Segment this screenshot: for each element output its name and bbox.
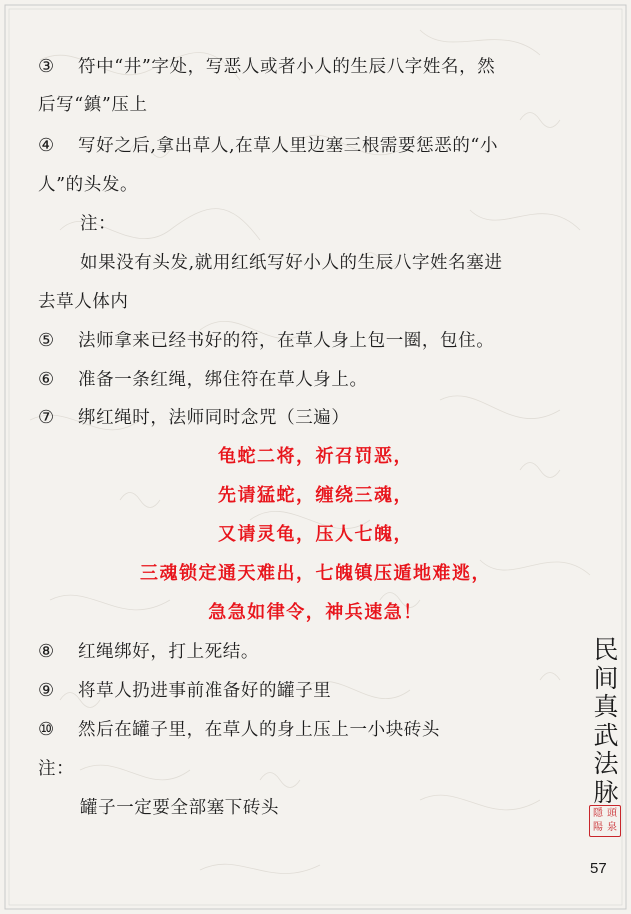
step-7 (38, 406, 350, 430)
step-3-line-1 (38, 55, 495, 79)
note-2-label: 注： (38, 759, 75, 779)
step-6-text: 准备一条红绳，绑住符在草人身上。 (78, 370, 368, 390)
step-4-line-2: 人”的头发。 (38, 175, 139, 195)
step-8-number: ⑧ (38, 641, 55, 662)
step-10-number: ⑩ (38, 719, 55, 740)
seal-stamp (589, 805, 621, 837)
step-4-text: 写好之后,拿出草人,在草人里边塞三根需要惩恶的“小 (78, 136, 499, 156)
page-number: 57 (590, 860, 607, 877)
step-9 (38, 679, 331, 703)
step-7-number: ⑦ (38, 407, 55, 428)
step-10 (38, 718, 440, 742)
brand-char-4: 武 (593, 720, 619, 750)
note-1-line-1: 如果没有头发,就用红纸写好小人的生辰八字姓名塞进 (80, 253, 503, 273)
step-3-line-2: 后写“鎮”压上 (38, 95, 148, 115)
step-6-number: ⑥ (38, 369, 55, 390)
note-1-label: 注： (80, 214, 117, 234)
step-9-text: 将草人扔进事前准备好的罐子里 (78, 681, 332, 701)
mantra-line-4: 三魂锁定通天难出，七魄镇压遁地难逃， (140, 563, 491, 584)
step-4-line-1 (38, 134, 498, 158)
mantra-line-3: 又请灵龟，压人七魄， (218, 524, 413, 545)
brand-char-2: 间 (593, 663, 619, 693)
brand-char-5: 法 (593, 749, 619, 778)
seal-char-1: 隱 (593, 808, 603, 819)
note-2-text: 罐子一定要全部塞下砖头 (80, 798, 280, 818)
brand-char-6: 脉 (593, 777, 619, 807)
step-10-text: 然后在罐子里，在草人的身上压上一小块砖头 (78, 720, 440, 740)
brand-vertical-title (588, 636, 624, 807)
mantra-line-2: 先请猛蛇，缠绕三魂， (218, 485, 413, 506)
step-9-number: ⑨ (38, 680, 55, 701)
brand-char-3: 真 (593, 692, 619, 721)
step-5 (38, 329, 494, 353)
seal-char-3: 陽 (593, 822, 603, 833)
brand-char-1: 民 (593, 635, 619, 664)
step-8-text: 红绳绑好，打上死结。 (78, 642, 259, 662)
step-3-text: 符中“井”字处，写恶人或者小人的生辰八字姓名，然 (78, 57, 496, 77)
seal-char-2: 頭 (607, 808, 617, 819)
step-5-number: ⑤ (38, 330, 55, 351)
step-7-text: 绑红绳时，法师同时念咒（三遍） (78, 408, 350, 428)
step-8 (38, 640, 259, 664)
mantra-line-5: 急急如律令，神兵速急！ (208, 602, 423, 623)
step-4-number: ④ (38, 135, 55, 156)
note-1-line-2: 去草人体内 (38, 292, 129, 312)
step-6 (38, 368, 368, 392)
mantra-line-1: 龟蛇二将，祈召罚恶， (218, 446, 413, 467)
seal-char-4: 泉 (607, 822, 617, 833)
step-5-text: 法师拿来已经书好的符，在草人身上包一圈，包住。 (78, 331, 495, 351)
step-3-number: ③ (38, 56, 55, 77)
